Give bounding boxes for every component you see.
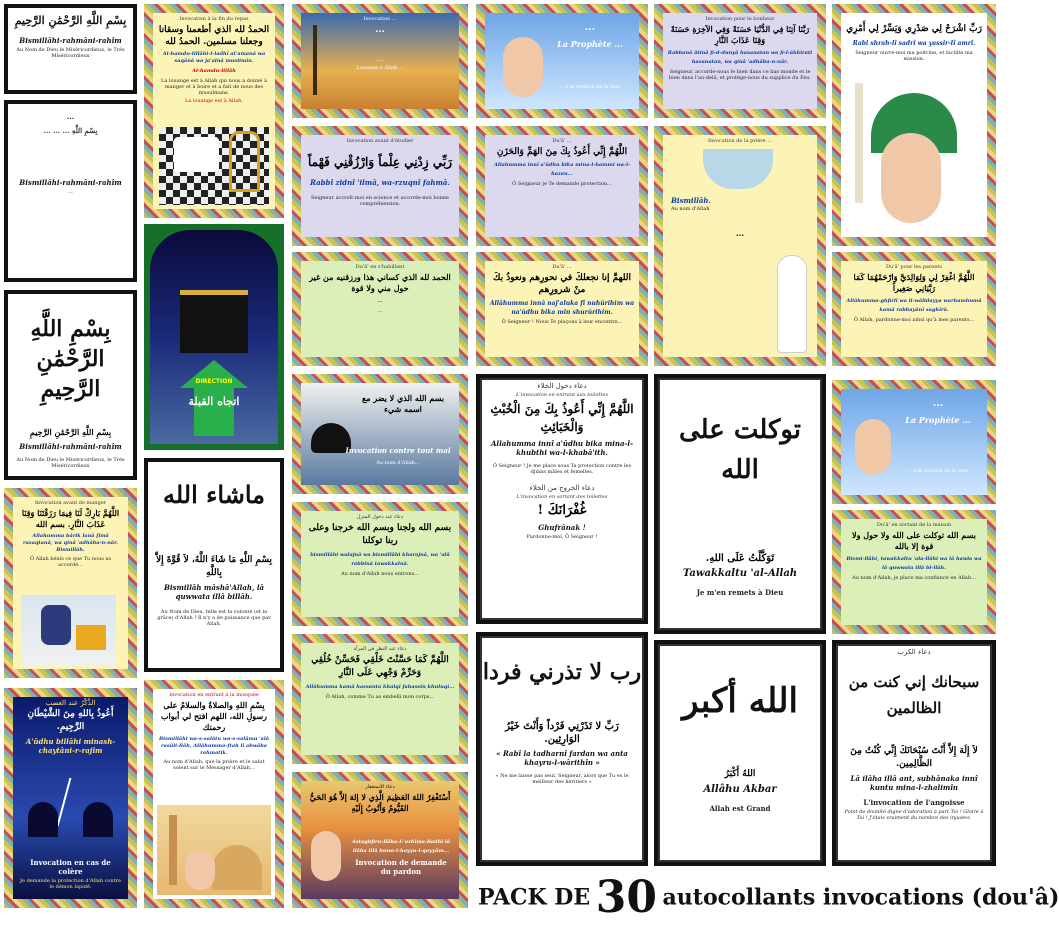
transliteration: Rabbanâ âtinâ fi-d-dunyâ hasanatan wa fi-l-âkhirati hasanatan, wa qinâ 'adhâba-n-nâr. — [667, 50, 813, 65]
calligraphy: توكلت على الله — [678, 415, 802, 485]
transliteration: Allâhumma innâ naj'aluka fî nuhûrihim wa na'ûdhu bika min shurûrihim. — [489, 300, 635, 316]
title-text: L'invocation de l'angoisse — [863, 798, 965, 807]
transliteration: La Prophète ... — [557, 39, 623, 49]
card-header: Invocation en entrant à la mosquée — [169, 692, 259, 698]
arabic-text: بسم الله ولجنا وبسم الله خرجنا وعلى ربنا توكلنا — [308, 523, 452, 546]
sticker-mosque-hands — [832, 4, 996, 246]
card-header-arabic: دعاء الكرب — [897, 648, 931, 656]
transliteration: Bismillâhi-rahmâni-rahîm — [19, 178, 122, 187]
card-header-2: L'invocation en sortant des toilettes — [516, 494, 608, 500]
sticker-worry — [476, 126, 648, 246]
card-header: دعاء عند دخول المنزل — [356, 514, 404, 520]
title-text: Invocation en cas de colère — [30, 858, 111, 876]
sticker-desert — [292, 4, 468, 118]
translation: Au nom d'Allah, que la prière et le salut soient sur le Messager d'Allah... — [163, 759, 265, 771]
translation: Je demande la protection d'Allah contre le démon lapidé. — [20, 878, 121, 890]
qibla-arabic: اتجاه القبلة — [188, 395, 240, 408]
card-header-arabic: دعاء دخول الخلاء — [537, 382, 587, 390]
sticker-clothing: Du'â' en s'habillant الحمد لله الذي كساني هذا ورزقنيه من غير حول مني ولا قوة ... ... — [292, 252, 468, 366]
title-text: Invocation de demande du pardon — [355, 858, 447, 876]
pack-title-part1: PACK DE — [478, 884, 591, 911]
sticker-tawakkaltu — [654, 374, 826, 634]
transliteration: Allahumma innî a'ûdhu bika mina-l-hammi wa-l-hazan... — [493, 162, 631, 177]
palm-tree — [313, 25, 317, 95]
transliteration: Allâhumma-ghfirlî wa li-wâlidayya warhamhumâ kamâ rabbayânî saghîrâ. — [846, 298, 982, 313]
arabic-text: بِسْمِ اللَّهِ الرَّحْمَٰنِ الرَّحِيمِ — [29, 427, 112, 437]
translation: Ô Seigneur ! Je me place sous Ta protection contre les djinns mâles et femelles. — [492, 463, 632, 475]
arabic-text: ... — [375, 25, 385, 35]
sticker-anger — [4, 688, 137, 908]
sticker-mashallah — [144, 458, 284, 672]
sticker-wudu — [654, 126, 826, 366]
arabic-text: الحمد لله الذي كساني هذا ورزقنيه من غير حول مني ولا قوة — [309, 272, 451, 293]
transliteration: Bismillâhi wa-s-salâtu wa-s-salâmu 'alâ rasûli-llâh, Allâhumma-ftah lî abwâba rahmatik. — [158, 736, 270, 756]
man-praying — [777, 255, 807, 353]
sticker-happiness — [654, 4, 826, 118]
transliteration: Bismillâhi-rahmâni-rahîm — [19, 442, 122, 451]
transliteration: Allahumma innî a'ûdhu bika mina-l-khubthi wa-l-khabâ'ith. — [491, 439, 633, 457]
card-header: Invocation à la fin du repas — [179, 16, 249, 22]
sticker-hands-sea-2 — [832, 380, 996, 504]
translation: Seigneur, accorde-nous le bien dans ce bas monde et le bien dans l'au-delà, et protège-nous du supplice du Feu. — [668, 69, 812, 81]
transliteration-2: Al-hamdu-lillâh — [192, 68, 236, 74]
sticker-basmala-large — [4, 290, 137, 480]
sticker-study — [292, 126, 468, 246]
arabic-text: رَبَّنَا آتِنَا فِي الدُّنْيَا حَسَنَةً وَفِي الآخِرَةِ حَسَنَةً وَقِنَا عَذَابَ النَّارِ — [670, 24, 810, 45]
sticker-qibla — [144, 224, 284, 450]
arabic-text: بِسْمِ اللهِ والصلاةُ والسلامُ على رسولِ الله، اللهم افتح لي أبواب رحمتك — [160, 700, 267, 732]
arabic-text: بسم الله الذي لا يضر مع اسمه شيء — [361, 393, 444, 414]
card-header-arabic-2: دعاء الخروج من الخلاء — [529, 484, 595, 492]
translation: Louange à Allah ... — [356, 65, 404, 71]
minaret — [855, 83, 863, 203]
transliteration: A'ûdhu billâhi minash-chaytâni-r-rajîm — [25, 737, 116, 755]
arabic-text: لاَ إِلَهَ إِلاَّ أَنْتَ سُبْحَانَكَ إِنِّي كُنْتُ مِنَ الظَّالِمِين. — [850, 746, 978, 769]
arabic-text: بسم الله توكلت على الله ولا حول ولا قوة إلا بالله — [852, 530, 976, 551]
translation: Au nom d'Allah... — [376, 460, 420, 466]
transliteration: Rabbî zidnî 'ilmâ, wa-rzuqnî fahmâ. — [310, 178, 450, 187]
pack-title — [478, 872, 1059, 923]
sticker-distress — [832, 640, 996, 866]
translation: Au Nom de Dieu, telle est la volonté (et la grâce) d'Allah ! Il n'y a de puissance que par Allah. — [157, 609, 271, 627]
arabic-text: ... — [584, 22, 596, 33]
sticker-evil-protection — [292, 374, 468, 494]
calligraphy: سبحانك إني كنت من الظالمين — [848, 673, 980, 717]
translation: Ô Allah bénis ce que Tu nous as accordé... — [29, 556, 112, 568]
translation: Ô Allah, comme Tu as embelli mon corps... — [325, 694, 435, 700]
translation: Point de divinité digne d'adoration à part Toi ! Gloire à Toi ! J'étais vraiment du nombre des injustes. — [844, 809, 984, 821]
transliteration: Al-hamdu-lillâhi-l-ladhî at'amanâ wa saqânâ wa ja'alnâ muslimîn. — [162, 51, 266, 64]
translation: Au Nom de Dieu le Miséricordieux, le Très Miséricordieux — [16, 457, 125, 469]
transliteration: ... — [376, 54, 384, 63]
transliteration: bismillâhi walajnâ wa bismillâhi kharajnâ, wa 'alâ rabbinâ tawakkalnâ. — [310, 552, 450, 567]
sticker-long-text: ... بِسْمِ اللَّهِ … … … Bismillâhi-rahmâni-rahîm ... — [4, 100, 137, 282]
translation: ... — [68, 189, 73, 195]
transliteration: Allâhu Akbar — [703, 784, 777, 795]
transliteration: Lâ ilâha illâ ant, subhânaka innî kuntu mina-l-zhalimîn — [850, 774, 978, 792]
transliteration: Bismi-llâhi, tawakkaltu 'ala-llâhi wa lâ hawla wa lâ quwwata illâ bi-llâh. — [846, 556, 982, 571]
meal-illustration — [21, 595, 116, 665]
sticker-allahu-akbar — [654, 640, 826, 866]
arabic-text: أَعُوذُ بِاللهِ مِنَ الشَّيْطَانِ الرَّجِيمِ. — [27, 709, 114, 732]
translation: La louange est à Allah qui nous a donné à manger et à boire et a fait de nous des musulmans. — [161, 78, 267, 96]
calligraphy: ماشاء الله — [162, 480, 266, 509]
sticker-hands-sea-1 — [476, 4, 648, 118]
hands-illustration — [881, 133, 941, 223]
arabic-text: رَبِّي زِدْنِي عِلْماً وَارْزُقْنِي فَهْماً — [308, 155, 452, 169]
sticker-alone — [476, 632, 648, 866]
transliteration: ... — [377, 298, 383, 304]
translation: Ô Allah, pardonne-moi ainsi qu'à mes parents... — [853, 317, 975, 323]
calligraphy: الله أكبر — [682, 681, 798, 721]
translation: Au nom d'Allah — [671, 206, 710, 212]
arabic-text: اللهمَّ إنا نجعلكَ في نحورِهم ونعوذُ بكَ منْ شرورِهم — [493, 273, 631, 295]
card-header: Invocation de la prière ... — [707, 138, 772, 144]
hands-illustration — [311, 831, 341, 881]
sticker-leave-home — [832, 510, 996, 634]
sticker-basmala-small — [4, 4, 137, 94]
storm-illustration — [23, 777, 118, 837]
transliteration: Allâhumma kamâ hassanta khalqî fahassin khuluqî... — [305, 684, 455, 690]
card-header: Du'â' ... — [552, 264, 572, 270]
arabic-text: اللهُ أَكْبَرُ — [724, 769, 756, 779]
transliteration: Bismillâhi-rahmâni-rahîm — [19, 36, 122, 45]
arabic-text: تَوَكَّلْتُ عَلَى اللهِ. — [705, 553, 775, 564]
table-chair-illustration — [159, 127, 269, 205]
transliteration: La Prophète ... — [905, 415, 971, 425]
translation: ... — [377, 308, 383, 314]
card-header: Du'â' pour les parents — [886, 264, 942, 270]
kaaba — [180, 290, 248, 353]
card-header: Du'â' ... — [552, 138, 572, 144]
wudu-illustration — [703, 149, 773, 189]
card-header: L'invocation en entrant aux toilettes — [515, 392, 609, 398]
translation: « Ne me laisse pas seul, Seigneur, alors que Tu es le meilleur des héritiers » — [495, 773, 629, 785]
arabic-text: رَبِّ اشْرَحْ لِي صَدْرِي وَيَسِّرْ لِي أَمْرِي — [846, 24, 982, 34]
translation: ... à la surface de la mer. — [558, 84, 622, 90]
arabic-text: اللَّهُمَّ إِنِّي أَعُوذُ بِكَ مِنَ الهَمِّ وَالحَزَنِ — [496, 147, 628, 157]
sticker-mirror — [292, 634, 468, 764]
pack-title-count: 30 — [595, 872, 657, 923]
mosque-hands-illustration — [157, 805, 271, 895]
transliteration: Tawakkaltu 'al-Allah — [682, 568, 798, 579]
transliteration: « Rabî la tadharnî fardan wa anta khayru-l-wârithîn » — [496, 749, 628, 767]
hands-illustration — [855, 419, 891, 475]
translation: Ô Seigneur ! Nous Te plaçons à leur encontre... — [501, 319, 623, 325]
sticker-forgiveness: دعاء الاستغفار أَسْتَغْفِرُ اللهَ العَظِيمَ الَّذِي لا إلهَ إلاَّ هُوَ الحَيُّ القَيُّومُ وَأَتُوبُ إِلَيْهِ Astaghfiru-llâha-l-'azhîma-lladhî lâ ilâha illâ huwa-l-hayyu-l-qayyûm... Invocation de demande du pardon — [292, 772, 468, 908]
translation: ... à la surface de la mer. — [906, 468, 970, 474]
translation: Allah est Grand — [709, 804, 771, 813]
calligraphy: بِسْمِ اللَّهِ الرَّحْمَٰنِ الرَّحِيمِ — [30, 316, 111, 402]
translation: Au nom d'Allah nous entrons... — [341, 571, 419, 577]
pack-title-part3: autocollants invocations (dou'â) — [662, 884, 1059, 911]
arabic-text: رَبِّ لا تَذَرْنِي فَرْداً وَأَنْتَ خَيْرُ الوَارِثِين. — [505, 721, 619, 745]
sticker-before-meal — [4, 488, 137, 678]
translation-2: La louange est à Allah. — [185, 98, 243, 104]
card-header: دعاء عند النظر في المرآة — [353, 646, 407, 652]
translation: Je m'en remets à Dieu — [696, 588, 784, 597]
arabic-text: ... — [66, 112, 75, 121]
sticker-after-meal — [144, 4, 284, 218]
arabic-text: ... — [932, 398, 944, 409]
sticker-enter-home — [292, 502, 468, 626]
translation-2: Pardonne-moi, Ô Seigneur ! — [526, 534, 598, 540]
card-header: Invocation pour le bonheur — [705, 16, 775, 22]
hands-illustration — [503, 37, 543, 97]
invocation-title: Invocation contre tout mal — [345, 446, 451, 455]
translation: Au Nom de Dieu le Miséricordieux, le Très Miséricordieux — [16, 47, 125, 59]
arabic-text: اللَّهُمَّ اغْفِرْ لِي وَلِوَالِدَيَّ وَارْحَمْهُمَا كَمَا رَبَّيَانِي صَغِيراً — [853, 272, 975, 293]
arabic-text: بِسْمِ اللَّهِ مَا شَاءَ اللَّهُ، لاَ قُوَّةَ إِلاَّ بِاللَّهِ — [156, 555, 272, 578]
sticker-mosque-entry — [144, 680, 284, 908]
arabic-text: الحمدُ لله الذي أطعمنا وسقانا وجعلنا مسلمين. الحمدُ لله — [158, 25, 270, 47]
transliteration: Rabi shrah-lî sadrî wa yassir-lî amrî. — [852, 40, 976, 47]
translation: Seigneur accroît-moi en science et accorde-moi bonne compréhension. — [311, 195, 449, 207]
sticker-enemies — [476, 252, 648, 366]
direction-label: DIRECTION — [195, 378, 233, 385]
card-header: Invocation avant d'étudier — [346, 138, 414, 144]
sticker-toilet — [476, 374, 648, 624]
translation: Seigneur ouvre-moi ma poitrine, et facilite ma mission. — [855, 50, 973, 62]
card-header: Du'â' en sortant de la maison — [876, 522, 952, 528]
arabic-text-2: غُفْرَانَكَ ! — [537, 503, 587, 518]
arabic-text: أَسْتَغْفِرُ اللهَ العَظِيمَ الَّذِي لا إلهَ إلاَّ هُوَ الحَيُّ القَيُّومُ وَأَتُوبُ إِلَيْهِ — [309, 792, 451, 813]
transliteration: Bismillâh. — [671, 196, 711, 205]
calligraphy: رب لا تذرني فردا — [482, 659, 642, 685]
transliteration: Astaghfiru-llâha-l-'azhîma-lladhî lâ ilâha illâ huwa-l-hayyu-l-qayyûm... — [351, 839, 451, 854]
arabic-text: اللَّهُمَّ إِنِّي أَعُوذُ بِكَ مِنَ الْخُبْثِ وَالْخَبَائِثِ — [490, 402, 634, 434]
transliteration: Allahumma bârik lanâ fîmâ razaqtanâ, wa qinâ 'adhâba-n-nâr. Bismillâh. — [22, 533, 119, 553]
translation: Au nom d'Allah, je place ma confiance en Allah... — [852, 575, 976, 581]
transliteration-2: Ghufrânak ! — [538, 523, 586, 532]
card-header-arabic: الذِّكْرُ عند الغضب — [45, 699, 96, 707]
arabic-text: اللَّهُمَّ كَمَا حَسَّنْتَ خَلْقِي فَحَسِّنْ خُلُقِي وَحَرِّمْ وَجْهِي عَلَى النَّارِ — [311, 655, 449, 678]
arabic-text: ... — [735, 228, 745, 238]
calligraphy: بِسْمِ اللَّهِ الرَّحْمَٰنِ الرَّحِيمِ — [14, 14, 127, 27]
transliteration: Bismillâh mâshâ'Allah, lâ quwwata illâ billâh. — [163, 583, 265, 601]
card-header: Invocation avant de manger — [34, 500, 107, 506]
card-header: Invocation ... — [363, 16, 397, 22]
sticker-parents — [832, 252, 996, 366]
translation: Ô Seigneur je Te demande protection... — [512, 181, 612, 187]
arabic-text: اللَّهُمَّ بَارِكْ لَنَا فِيمَا رَزَقْتَنَا وَقِنَا عَذَابَ النَّارِ. بسم الله — [21, 508, 120, 529]
